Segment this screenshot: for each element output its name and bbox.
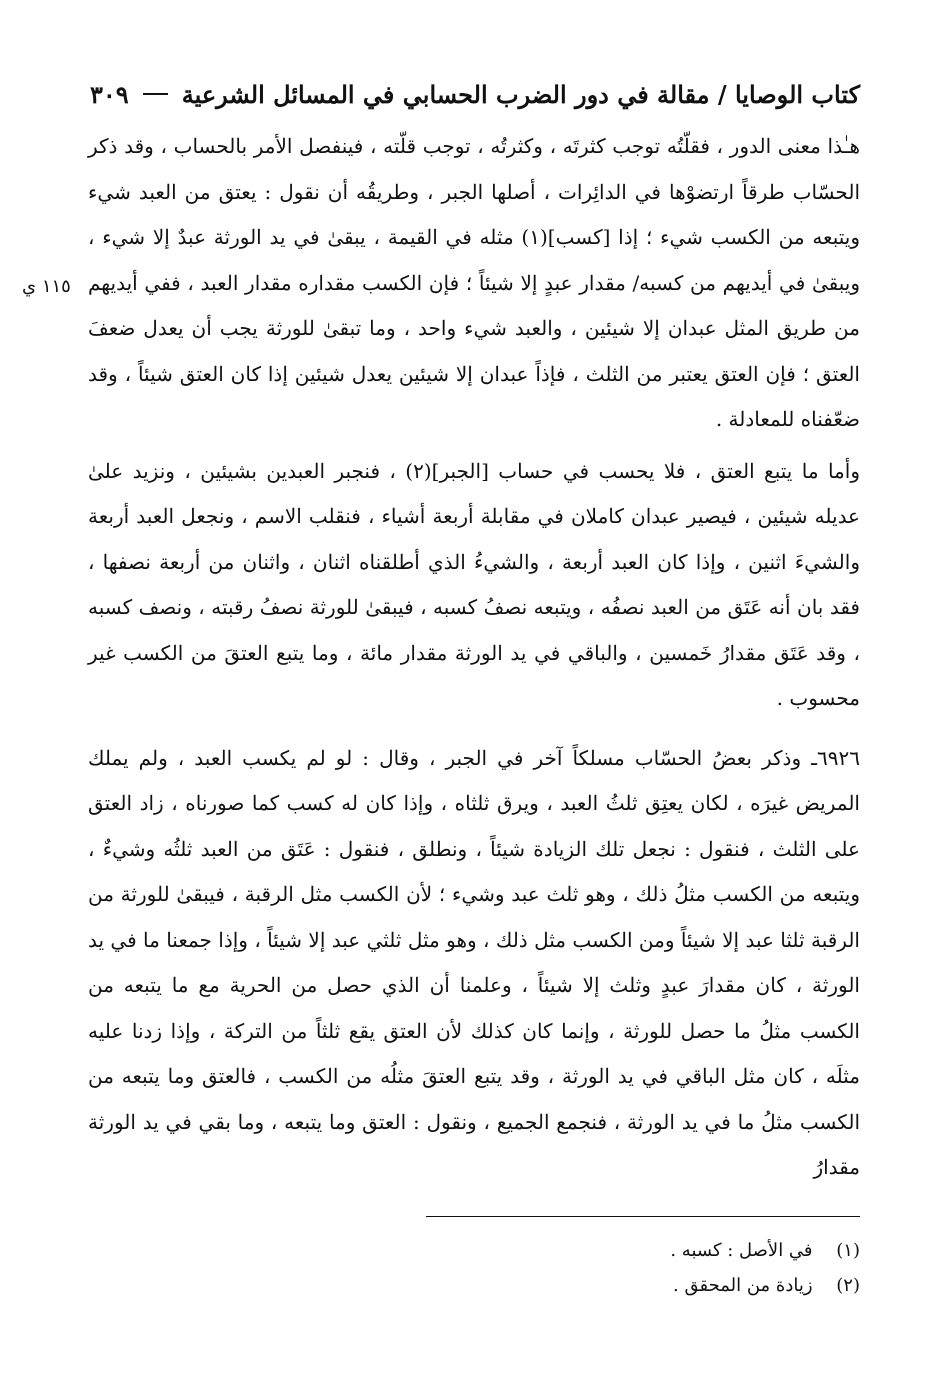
footnote-text: في الأصل : كسبه . [670, 1240, 813, 1261]
footnote-text: زيادة من المحقق . [673, 1275, 813, 1296]
paragraph: هـٰذا معنى الدور ، فقلّتُه توجب كثرتَه ، وكثرتُه ، توجب قلّته ، فينفصل الأمر بالحساب ، وقد ذكر الحسّاب طرقاً ارتضوْها في الدائِرات ، أصلها الجبر ، وطريقُه أن نقول : يعتق من العبد شيء ويتبعه من الكسب شيء ؛ إذا [كسب](١) مثله في القيمة ، يبقىٰ في يد الورثة عبدٌ إلا شيء ، ويبقىٰ في أيديهم من كسبه/ مقدار عبدٍ إلا شيئاً ؛ فإن الكسب مقداره مقدار العبد ، ففي أيديهم من طريق المثل عبدان إلا شيئين ، والعبد شيء واحد ، وما تبقىٰ للورثة يجب أن يعدل ضعفَ العتق ؛ فإن العتق يعتبر من الثلث ، فإذاً عبدان إلا شيئين يعدل شيئين إذا كان العتق شيئاً ، وقد ضعّفناه للمعادلة . [88, 134, 860, 431]
footnote-number: (٢) [836, 1275, 860, 1296]
footnote-number: (١) [836, 1240, 860, 1261]
page-number: ٣٠٩ [90, 79, 129, 109]
paragraph: وأما ما يتبع العتق ، فلا يحسب في حساب [الجبر](٢) ، فنجبر العبدين بشيئين ، ونزيد علىٰ عديله شيئين ، فيصير عبدان كاملان في مقابلة أربعة أشياء ، فنقلب الاسم ، ونجعل العبد أربعة والشيءَ اثنين ، وإذا كان العبد أربعة ، والشيءُ الذي أطلقناه اثنان ، واثنان من أربعة نصفها ، فقد بان أنه عَتَق من العبد نصفُه ، ويتبعه نصفُ كسبه ، فيبقىٰ للورثة نصفُ رقبته ، ونصف كسبه ، وقد عَتَق مقدارُ خَمسين ، والباقي في يد الورثة مقدار مائة ، وما يتبع العتقَ من الكسب غير محسوب . [88, 458, 860, 710]
main-text [88, 124, 860, 1191]
margin-note: ١١٥ ي [22, 276, 71, 297]
header-title: كتاب الوصايا / مقالة في دور الضرب الحسابي في المسائل الشرعية [181, 79, 860, 109]
header-rule [143, 93, 168, 95]
footnote [670, 1240, 860, 1261]
running-header [90, 72, 860, 116]
footnote [673, 1275, 860, 1296]
paragraph: ٦٩٢٦ـ وذكر بعضُ الحسّاب مسلكاً آخر في الجبر ، وقال : لو لم يكسب العبد ، ولم يملك المريض غيرَه ، لكان يعتِق ثلثُ العبد ، ويرق ثلثاه ، وإذا كان له كسب كما صورناه ، زاد العتق على الثلث ، فنقول : نجعل تلك الزيادة شيئاً ، ونطلق ، فنقول : عَتَق من العبد ثلثُه وشيءٌ ، ويتبعه من الكسب مثلُ ذلك ، وهو ثلث عبد وشيء ؛ لأن الكسب مثل الرقبة ، فيبقىٰ للورثة من الرقبة ثلثا عبد إلا شيئاً ومن الكسب مثل ذلك ، وهو مثل ثلثي عبد إلا شيئاً ، وإذا جمعنا ما في يد الورثة ، كان مقدارَ عبدٍ وثلث إلا شيئاً ، وعلمنا أن الذي حصل من الحرية مع ما يتبعه من الكسب مثلُ ما حصل للورثة ، وإنما كان كذلك لأن العتق يقع ثلثاً من التركة ، وإذا زدنا عليه مثلَه ، كان مثل الباقي في يد الورثة ، وقد يتبع العتقَ مثلُه من الكسب ، فالعتق وما يتبعه من الكسب مثلُ ما في يد الورثة ، فنجمع الجميع ، ونقول : العتق وما يتبعه ، وما بقي في يد الورثة مقدارُ [88, 745, 860, 1179]
footnote-divider [426, 1216, 860, 1217]
